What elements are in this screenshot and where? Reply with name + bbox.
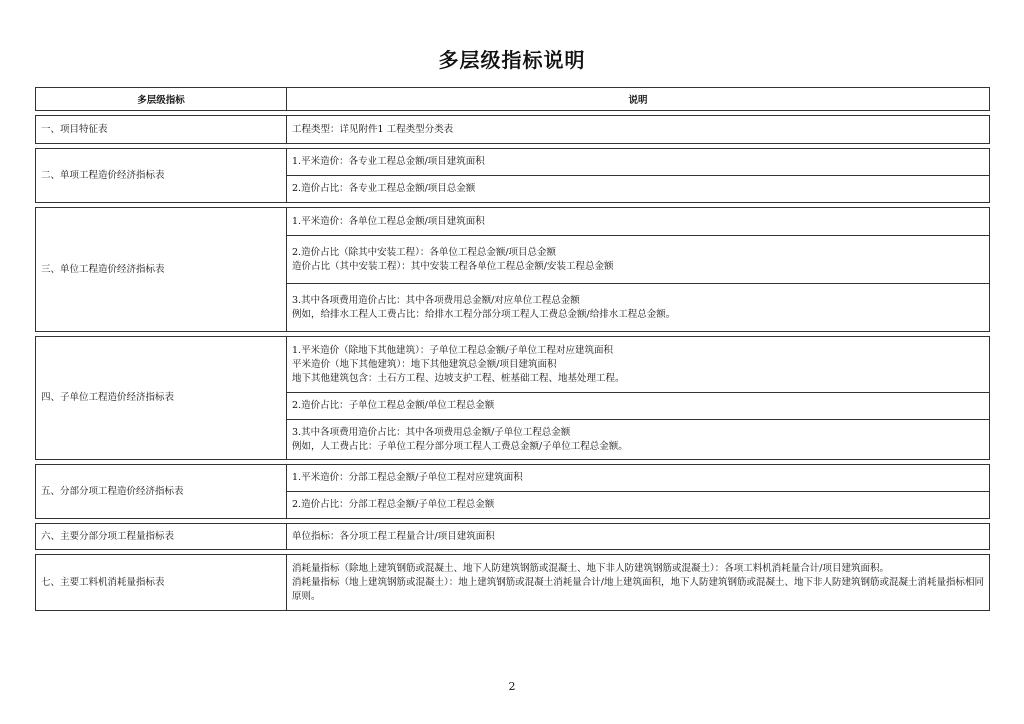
description-cell: 3.其中各项费用造价占比：其中各项费用总金额/子单位工程总金额 例如，人工费占比：子单位工程分部分项工程人工费总金额/子单位工程总金额。 [287,420,990,460]
description-cell: 1.平米造价（除地下其他建筑）：子单位工程总金额/子单位工程对应建筑面积 平米造价（地下其他建筑）：地下其他建筑总金额/项目建筑面积 地下其他建筑包含：土石方工程、边坡支护工程、桩基础工程、地基处理工程。 [287,337,990,393]
indicator-cell: 四、子单位工程造价经济指标表 [36,337,287,460]
indicator-cell: 五、分部分项工程造价经济指标表 [36,465,287,519]
indicator-cell: 一、项目特征表 [36,116,287,144]
indicator-cell: 三、单位工程造价经济指标表 [36,208,287,332]
page-number: 2 [508,680,516,693]
description-cell: 消耗量指标（除地上建筑钢筋或混凝土、地下人防建筑钢筋或混凝土、地下非人防建筑钢筋或混凝土）：各项工料机消耗量合计/项目建筑面积。 消耗量指标（地上建筑钢筋或混凝土）：地上建筑钢筋或混凝土消耗量合计/地上建筑面积，地下人防建筑钢筋或混凝土、地下非人防建筑钢筋或混凝土消耗量指标相同原则。 [287,555,990,611]
description-cell: 工程类型：详见附件1 工程类型分类表 [287,116,990,144]
description-cell: 3.其中各项费用造价占比：其中各项费用总金额/对应单位工程总金额 例如，给排水工程人工费占比：给排水工程分部分项工程人工费总金额/给排水工程总金额。 [287,284,990,332]
description-cell: 2.造价占比：各专业工程总金额/项目总金额 [287,176,990,203]
description-cell: 1.平米造价：各专业工程总金额/项目建筑面积 [287,149,990,176]
description-cell: 1.平米造价：各单位工程总金额/项目建筑面积 [287,208,990,236]
header-indicator: 多层级指标 [36,88,287,111]
table-row [36,465,990,492]
page-title: 多层级指标说明 [438,48,586,72]
table-row [36,524,990,550]
header-description: 说明 [287,88,990,111]
description-cell: 2.造价占比：分部工程总金额/子单位工程总金额 [287,492,990,519]
indicator-cell: 六、主要分部分项工程量指标表 [36,524,287,550]
indicator-cell: 二、单项工程造价经济指标表 [36,149,287,203]
table-header-row [36,88,990,111]
description-cell: 2.造价占比：子单位工程总金额/单位工程总金额 [287,393,990,420]
description-cell: 1.平米造价：分部工程总金额/子单位工程对应建筑面积 [287,465,990,492]
description-cell: 单位指标：各分项工程工程量合计/项目建筑面积 [287,524,990,550]
indicator-table [35,87,990,611]
table-row [36,337,990,393]
table-row [36,116,990,144]
table-row [36,208,990,236]
indicator-cell: 七、主要工料机消耗量指标表 [36,555,287,611]
description-cell: 2.造价占比（除其中安装工程）：各单位工程总金额/项目总金额 造价占比（其中安装工程）：其中安装工程各单位工程总金额/安装工程总金额 [287,236,990,284]
table-row [36,555,990,611]
table-row [36,149,990,176]
